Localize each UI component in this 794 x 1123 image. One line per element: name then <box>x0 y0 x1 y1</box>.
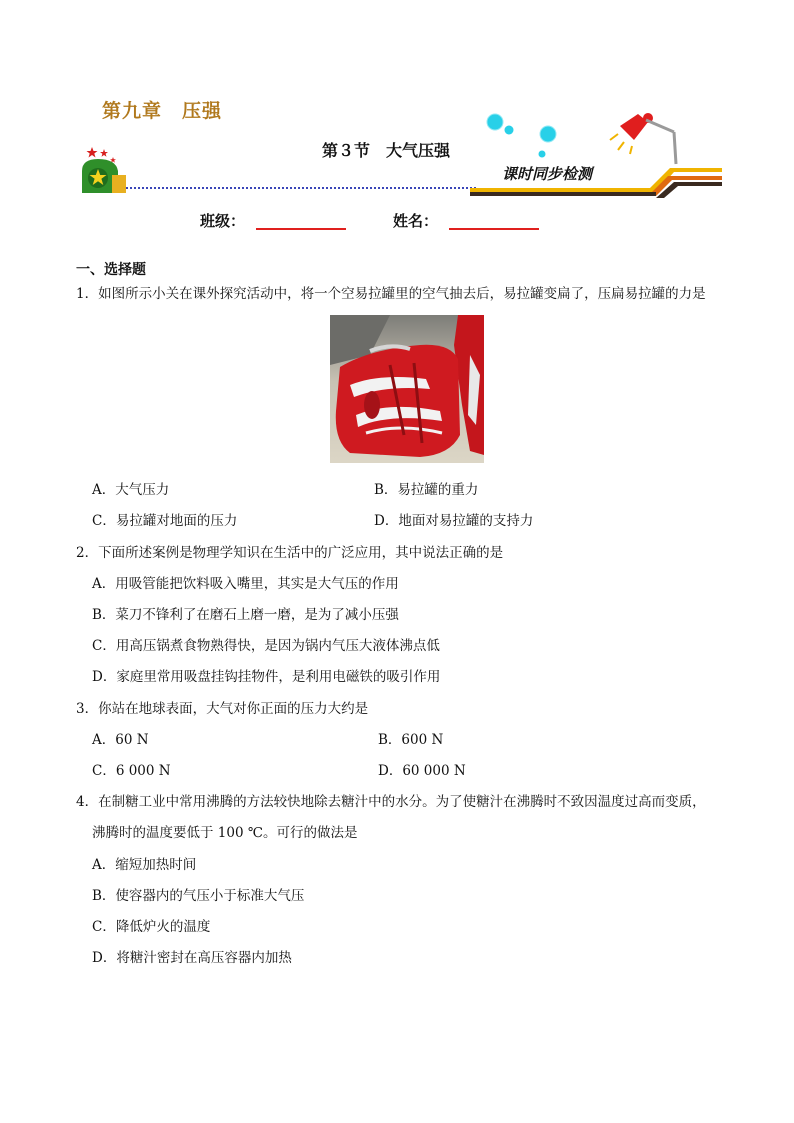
q2-option-c[interactable]: C．用高压锅煮食物熟得快，是因为锅内气压大液体沸点低 <box>92 638 440 654</box>
star-badge-icon <box>80 145 130 195</box>
q1-option-c[interactable]: C．易拉罐对地面的压力 <box>92 513 238 529</box>
q1-option-b[interactable]: B．易拉罐的重力 <box>374 482 479 498</box>
name-blank[interactable] <box>449 228 539 230</box>
header-dotted-rule <box>126 187 476 189</box>
crushed-can-photo <box>330 315 484 463</box>
q4-option-d[interactable]: D．将糖汁密封在高压容器内加热 <box>92 950 292 966</box>
q3-option-b[interactable]: B．600 N <box>378 732 444 748</box>
q4-option-b[interactable]: B．使容器内的气压小于标准大气压 <box>92 888 305 904</box>
class-label: 班级： <box>200 212 246 230</box>
chapter-title: 第九章 压强 <box>102 100 223 122</box>
section-title: 第３节 大气压强 <box>322 141 451 160</box>
q2-option-a[interactable]: A．用吸管能把饮料吸入嘴里，其实是大气压的作用 <box>92 576 399 592</box>
q4-option-a[interactable]: A．缩短加热时间 <box>92 857 197 873</box>
lamp-banner-decoration <box>470 108 722 198</box>
q1-option-d[interactable]: D．地面对易拉罐的支持力 <box>374 513 534 529</box>
q4-option-c[interactable]: C．降低炉火的温度 <box>92 919 211 935</box>
part-title: 一、选择题 <box>76 262 146 278</box>
question-1-stem: 1．如图所示小关在课外探究活动中，将一个空易拉罐里的空气抽去后，易拉罐变扁了，压扁易拉罐的力是 <box>76 286 706 302</box>
class-blank[interactable] <box>256 228 346 230</box>
q1-option-a[interactable]: A．大气压力 <box>92 482 170 498</box>
q3-option-d[interactable]: D．60 000 N <box>378 763 466 779</box>
question-4-stem-line-2: 沸腾时的温度要低于 100 ℃。可行的做法是 <box>92 825 358 841</box>
name-label: 姓名： <box>393 212 439 230</box>
question-3-stem: 3．你站在地球表面，大气对你正面的压力大约是 <box>76 701 369 717</box>
q3-option-a[interactable]: A．60 N <box>92 732 149 748</box>
q2-option-d[interactable]: D．家庭里常用吸盘挂钩挂物件，是利用电磁铁的吸引作用 <box>92 669 441 685</box>
question-4-stem-line-1: 4．在制糖工业中常用沸腾的方法较快地除去糖汁中的水分。为了使糖汁在沸腾时不致因温度过高而变质， <box>76 794 706 810</box>
banner-text: 课时同步检测 <box>502 165 593 183</box>
question-2-stem: 2．下面所述案例是物理学知识在生活中的广泛应用，其中说法正确的是 <box>76 545 504 561</box>
q2-option-b[interactable]: B．菜刀不锋利了在磨石上磨一磨，是为了减小压强 <box>92 607 399 623</box>
q3-option-c[interactable]: C．6 000 N <box>92 763 171 779</box>
